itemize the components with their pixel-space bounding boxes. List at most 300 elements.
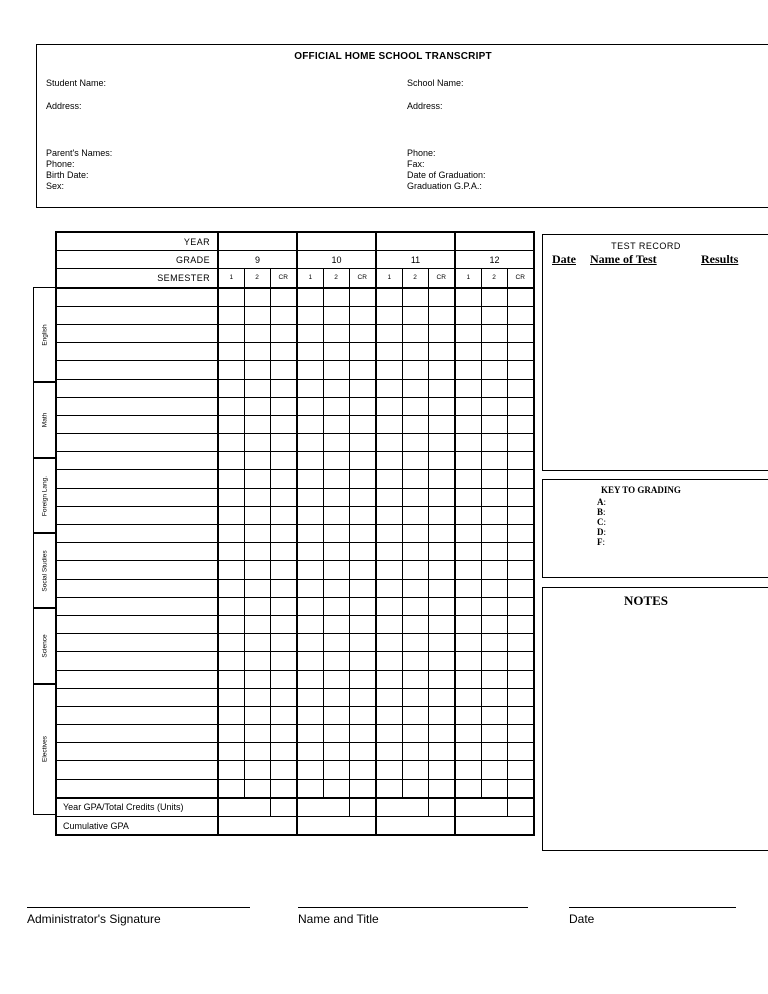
grade-entry-cell[interactable] xyxy=(297,543,323,561)
grade-entry-cell[interactable] xyxy=(270,506,297,524)
grade-entry-cell[interactable] xyxy=(323,543,349,561)
grade-entry-cell[interactable] xyxy=(323,779,349,798)
course-name-cell[interactable] xyxy=(56,306,218,324)
grade-entry-cell[interactable] xyxy=(455,779,481,798)
course-name-cell[interactable] xyxy=(56,415,218,433)
grade-entry-cell[interactable] xyxy=(244,506,270,524)
grade-entry-cell[interactable] xyxy=(428,761,455,779)
course-name-cell[interactable] xyxy=(56,397,218,415)
grade-entry-cell[interactable] xyxy=(455,706,481,724)
grade-entry-cell[interactable] xyxy=(349,688,376,706)
grade-entry-cell[interactable] xyxy=(481,670,507,688)
grade-entry-cell[interactable] xyxy=(297,561,323,579)
cumulative-gpa-cell[interactable] xyxy=(376,817,455,836)
grade-entry-cell[interactable] xyxy=(455,343,481,361)
grade-entry-cell[interactable] xyxy=(244,306,270,324)
grade-entry-cell[interactable] xyxy=(507,324,534,342)
grade-entry-cell[interactable] xyxy=(270,761,297,779)
grade-entry-cell[interactable] xyxy=(376,725,402,743)
grade-entry-cell[interactable] xyxy=(297,725,323,743)
grade-entry-cell[interactable] xyxy=(507,361,534,379)
grade-entry-cell[interactable] xyxy=(376,397,402,415)
year-gpa-cell[interactable] xyxy=(218,798,270,817)
grade-entry-cell[interactable] xyxy=(481,761,507,779)
grade-entry-cell[interactable] xyxy=(270,543,297,561)
grade-entry-cell[interactable] xyxy=(297,288,323,307)
grade-entry-cell[interactable] xyxy=(218,634,244,652)
grade-entry-cell[interactable] xyxy=(270,452,297,470)
grade-entry-cell[interactable] xyxy=(428,615,455,633)
grade-entry-cell[interactable] xyxy=(428,779,455,798)
grade-entry-cell[interactable] xyxy=(402,634,428,652)
grade-entry-cell[interactable] xyxy=(455,743,481,761)
grade-entry-cell[interactable] xyxy=(481,379,507,397)
grade-entry-cell[interactable] xyxy=(402,743,428,761)
grade-entry-cell[interactable] xyxy=(428,543,455,561)
grade-entry-cell[interactable] xyxy=(507,725,534,743)
grade-entry-cell[interactable] xyxy=(218,670,244,688)
grade-entry-cell[interactable] xyxy=(402,525,428,543)
grade-entry-cell[interactable] xyxy=(218,434,244,452)
grade-entry-cell[interactable] xyxy=(428,579,455,597)
grade-entry-cell[interactable] xyxy=(507,415,534,433)
grade-entry-cell[interactable] xyxy=(244,397,270,415)
grade-entry-cell[interactable] xyxy=(323,470,349,488)
grade-entry-cell[interactable] xyxy=(428,343,455,361)
grade-entry-cell[interactable] xyxy=(455,506,481,524)
grade-entry-cell[interactable] xyxy=(402,706,428,724)
grade-entry-cell[interactable] xyxy=(376,779,402,798)
grade-entry-cell[interactable] xyxy=(323,634,349,652)
grade-entry-cell[interactable] xyxy=(376,379,402,397)
grade-entry-cell[interactable] xyxy=(349,525,376,543)
grade-entry-cell[interactable] xyxy=(323,561,349,579)
grade-entry-cell[interactable] xyxy=(402,470,428,488)
course-name-cell[interactable] xyxy=(56,452,218,470)
grade-entry-cell[interactable] xyxy=(402,579,428,597)
grade-entry-cell[interactable] xyxy=(428,306,455,324)
grade-entry-cell[interactable] xyxy=(349,306,376,324)
grade-entry-cell[interactable] xyxy=(376,543,402,561)
grade-entry-cell[interactable] xyxy=(270,379,297,397)
year-input-cell[interactable] xyxy=(376,232,455,251)
grade-entry-cell[interactable] xyxy=(244,761,270,779)
grade-entry-cell[interactable] xyxy=(297,506,323,524)
grade-entry-cell[interactable] xyxy=(481,688,507,706)
grade-entry-cell[interactable] xyxy=(481,434,507,452)
year-credits-cell[interactable] xyxy=(349,798,376,817)
cumulative-gpa-cell[interactable] xyxy=(218,817,297,836)
grade-entry-cell[interactable] xyxy=(270,579,297,597)
grade-entry-cell[interactable] xyxy=(376,561,402,579)
grade-entry-cell[interactable] xyxy=(376,324,402,342)
grade-entry-cell[interactable] xyxy=(349,670,376,688)
grade-entry-cell[interactable] xyxy=(244,525,270,543)
year-gpa-cell[interactable] xyxy=(297,798,349,817)
cumulative-gpa-cell[interactable] xyxy=(297,817,376,836)
grade-entry-cell[interactable] xyxy=(507,779,534,798)
grade-entry-cell[interactable] xyxy=(218,543,244,561)
grade-entry-cell[interactable] xyxy=(270,561,297,579)
grade-entry-cell[interactable] xyxy=(376,597,402,615)
grade-entry-cell[interactable] xyxy=(323,706,349,724)
grade-entry-cell[interactable] xyxy=(323,361,349,379)
grade-entry-cell[interactable] xyxy=(428,652,455,670)
grade-entry-cell[interactable] xyxy=(270,634,297,652)
grade-entry-cell[interactable] xyxy=(402,688,428,706)
grade-entry-cell[interactable] xyxy=(270,779,297,798)
grade-entry-cell[interactable] xyxy=(218,615,244,633)
grade-entry-cell[interactable] xyxy=(270,343,297,361)
grade-entry-cell[interactable] xyxy=(323,288,349,307)
grade-entry-cell[interactable] xyxy=(455,634,481,652)
grade-entry-cell[interactable] xyxy=(244,361,270,379)
course-name-cell[interactable] xyxy=(56,470,218,488)
course-name-cell[interactable] xyxy=(56,434,218,452)
grade-entry-cell[interactable] xyxy=(297,434,323,452)
grade-entry-cell[interactable] xyxy=(376,743,402,761)
grade-entry-cell[interactable] xyxy=(244,561,270,579)
grade-entry-cell[interactable] xyxy=(402,779,428,798)
grade-entry-cell[interactable] xyxy=(244,670,270,688)
year-gpa-cell[interactable] xyxy=(376,798,428,817)
grade-entry-cell[interactable] xyxy=(428,488,455,506)
grade-entry-cell[interactable] xyxy=(323,324,349,342)
course-name-cell[interactable] xyxy=(56,761,218,779)
grade-entry-cell[interactable] xyxy=(455,525,481,543)
grade-entry-cell[interactable] xyxy=(402,288,428,307)
grade-entry-cell[interactable] xyxy=(323,415,349,433)
grade-entry-cell[interactable] xyxy=(376,652,402,670)
grade-entry-cell[interactable] xyxy=(270,306,297,324)
course-name-cell[interactable] xyxy=(56,779,218,798)
grade-entry-cell[interactable] xyxy=(376,506,402,524)
year-credits-cell[interactable] xyxy=(507,798,534,817)
grade-entry-cell[interactable] xyxy=(481,634,507,652)
course-name-cell[interactable] xyxy=(56,543,218,561)
grade-entry-cell[interactable] xyxy=(376,415,402,433)
grade-entry-cell[interactable] xyxy=(270,488,297,506)
grade-entry-cell[interactable] xyxy=(323,434,349,452)
grade-entry-cell[interactable] xyxy=(297,470,323,488)
grade-entry-cell[interactable] xyxy=(428,506,455,524)
grade-entry-cell[interactable] xyxy=(297,343,323,361)
grade-entry-cell[interactable] xyxy=(218,324,244,342)
grade-entry-cell[interactable] xyxy=(244,470,270,488)
grade-entry-cell[interactable] xyxy=(244,615,270,633)
grade-entry-cell[interactable] xyxy=(297,379,323,397)
course-name-cell[interactable] xyxy=(56,506,218,524)
grade-entry-cell[interactable] xyxy=(376,525,402,543)
course-name-cell[interactable] xyxy=(56,615,218,633)
grade-entry-cell[interactable] xyxy=(297,579,323,597)
grade-entry-cell[interactable] xyxy=(218,379,244,397)
grade-entry-cell[interactable] xyxy=(428,688,455,706)
course-name-cell[interactable] xyxy=(56,688,218,706)
course-name-cell[interactable] xyxy=(56,361,218,379)
grade-entry-cell[interactable] xyxy=(376,361,402,379)
grade-entry-cell[interactable] xyxy=(428,725,455,743)
grade-entry-cell[interactable] xyxy=(455,597,481,615)
grade-entry-cell[interactable] xyxy=(376,615,402,633)
grade-entry-cell[interactable] xyxy=(244,743,270,761)
grade-entry-cell[interactable] xyxy=(376,761,402,779)
grade-entry-cell[interactable] xyxy=(218,288,244,307)
grade-entry-cell[interactable] xyxy=(297,324,323,342)
grade-entry-cell[interactable] xyxy=(455,397,481,415)
grade-entry-cell[interactable] xyxy=(297,761,323,779)
grade-entry-cell[interactable] xyxy=(481,597,507,615)
grade-entry-cell[interactable] xyxy=(428,743,455,761)
grade-entry-cell[interactable] xyxy=(507,543,534,561)
grade-entry-cell[interactable] xyxy=(270,288,297,307)
grade-entry-cell[interactable] xyxy=(349,561,376,579)
grade-entry-cell[interactable] xyxy=(297,415,323,433)
grade-entry-cell[interactable] xyxy=(455,543,481,561)
grade-entry-cell[interactable] xyxy=(244,343,270,361)
grade-entry-cell[interactable] xyxy=(481,652,507,670)
grade-entry-cell[interactable] xyxy=(270,361,297,379)
grade-entry-cell[interactable] xyxy=(297,597,323,615)
grade-entry-cell[interactable] xyxy=(507,434,534,452)
grade-entry-cell[interactable] xyxy=(376,306,402,324)
grade-entry-cell[interactable] xyxy=(323,597,349,615)
grade-entry-cell[interactable] xyxy=(376,706,402,724)
grade-entry-cell[interactable] xyxy=(218,688,244,706)
grade-entry-cell[interactable] xyxy=(481,525,507,543)
grade-entry-cell[interactable] xyxy=(349,397,376,415)
grade-entry-cell[interactable] xyxy=(402,397,428,415)
grade-entry-cell[interactable] xyxy=(349,597,376,615)
course-name-cell[interactable] xyxy=(56,743,218,761)
course-name-cell[interactable] xyxy=(56,706,218,724)
grade-entry-cell[interactable] xyxy=(507,397,534,415)
grade-entry-cell[interactable] xyxy=(297,634,323,652)
grade-entry-cell[interactable] xyxy=(402,597,428,615)
grade-entry-cell[interactable] xyxy=(297,397,323,415)
grade-entry-cell[interactable] xyxy=(402,452,428,470)
grade-entry-cell[interactable] xyxy=(349,324,376,342)
grade-entry-cell[interactable] xyxy=(507,579,534,597)
grade-entry-cell[interactable] xyxy=(244,288,270,307)
grade-entry-cell[interactable] xyxy=(218,525,244,543)
grade-entry-cell[interactable] xyxy=(402,434,428,452)
grade-entry-cell[interactable] xyxy=(270,470,297,488)
grade-entry-cell[interactable] xyxy=(428,288,455,307)
grade-entry-cell[interactable] xyxy=(481,397,507,415)
grade-entry-cell[interactable] xyxy=(455,688,481,706)
grade-entry-cell[interactable] xyxy=(376,470,402,488)
grade-entry-cell[interactable] xyxy=(270,652,297,670)
grade-entry-cell[interactable] xyxy=(402,761,428,779)
year-gpa-cell[interactable] xyxy=(455,798,507,817)
grade-entry-cell[interactable] xyxy=(402,306,428,324)
grade-entry-cell[interactable] xyxy=(297,652,323,670)
grade-entry-cell[interactable] xyxy=(297,306,323,324)
grade-entry-cell[interactable] xyxy=(244,543,270,561)
grade-entry-cell[interactable] xyxy=(507,525,534,543)
grade-entry-cell[interactable] xyxy=(402,506,428,524)
grade-entry-cell[interactable] xyxy=(455,415,481,433)
grade-entry-cell[interactable] xyxy=(218,361,244,379)
grade-entry-cell[interactable] xyxy=(376,288,402,307)
grade-entry-cell[interactable] xyxy=(244,415,270,433)
grade-entry-cell[interactable] xyxy=(349,543,376,561)
grade-entry-cell[interactable] xyxy=(270,597,297,615)
grade-entry-cell[interactable] xyxy=(455,725,481,743)
course-name-cell[interactable] xyxy=(56,725,218,743)
grade-entry-cell[interactable] xyxy=(244,652,270,670)
grade-entry-cell[interactable] xyxy=(297,525,323,543)
grade-entry-cell[interactable] xyxy=(349,488,376,506)
grade-entry-cell[interactable] xyxy=(218,470,244,488)
grade-entry-cell[interactable] xyxy=(349,761,376,779)
grade-entry-cell[interactable] xyxy=(428,397,455,415)
grade-entry-cell[interactable] xyxy=(507,706,534,724)
grade-entry-cell[interactable] xyxy=(481,488,507,506)
grade-entry-cell[interactable] xyxy=(270,525,297,543)
grade-entry-cell[interactable] xyxy=(428,452,455,470)
grade-entry-cell[interactable] xyxy=(481,415,507,433)
grade-entry-cell[interactable] xyxy=(402,561,428,579)
grade-entry-cell[interactable] xyxy=(323,615,349,633)
grade-entry-cell[interactable] xyxy=(507,615,534,633)
grade-entry-cell[interactable] xyxy=(244,779,270,798)
grade-entry-cell[interactable] xyxy=(218,306,244,324)
grade-entry-cell[interactable] xyxy=(218,506,244,524)
grade-entry-cell[interactable] xyxy=(270,706,297,724)
grade-entry-cell[interactable] xyxy=(349,506,376,524)
grade-entry-cell[interactable] xyxy=(428,670,455,688)
grade-entry-cell[interactable] xyxy=(323,397,349,415)
grade-entry-cell[interactable] xyxy=(218,343,244,361)
year-credits-cell[interactable] xyxy=(428,798,455,817)
grade-entry-cell[interactable] xyxy=(349,779,376,798)
grade-entry-cell[interactable] xyxy=(323,379,349,397)
grade-entry-cell[interactable] xyxy=(218,452,244,470)
grade-entry-cell[interactable] xyxy=(349,452,376,470)
grade-entry-cell[interactable] xyxy=(481,743,507,761)
grade-entry-cell[interactable] xyxy=(455,470,481,488)
grade-entry-cell[interactable] xyxy=(218,779,244,798)
grade-entry-cell[interactable] xyxy=(270,434,297,452)
grade-entry-cell[interactable] xyxy=(323,743,349,761)
grade-entry-cell[interactable] xyxy=(507,488,534,506)
grade-entry-cell[interactable] xyxy=(455,670,481,688)
course-name-cell[interactable] xyxy=(56,634,218,652)
grade-entry-cell[interactable] xyxy=(402,361,428,379)
course-name-cell[interactable] xyxy=(56,343,218,361)
grade-entry-cell[interactable] xyxy=(244,452,270,470)
grade-entry-cell[interactable] xyxy=(297,615,323,633)
grade-entry-cell[interactable] xyxy=(349,415,376,433)
grade-entry-cell[interactable] xyxy=(270,688,297,706)
course-name-cell[interactable] xyxy=(56,579,218,597)
grade-entry-cell[interactable] xyxy=(218,652,244,670)
grade-entry-cell[interactable] xyxy=(402,543,428,561)
grade-entry-cell[interactable] xyxy=(507,652,534,670)
grade-entry-cell[interactable] xyxy=(481,288,507,307)
grade-entry-cell[interactable] xyxy=(297,452,323,470)
grade-entry-cell[interactable] xyxy=(455,379,481,397)
grade-entry-cell[interactable] xyxy=(481,306,507,324)
course-name-cell[interactable] xyxy=(56,597,218,615)
grade-entry-cell[interactable] xyxy=(402,725,428,743)
grade-entry-cell[interactable] xyxy=(507,470,534,488)
year-input-cell[interactable] xyxy=(218,232,297,251)
grade-entry-cell[interactable] xyxy=(297,361,323,379)
grade-entry-cell[interactable] xyxy=(270,615,297,633)
grade-entry-cell[interactable] xyxy=(507,634,534,652)
grade-entry-cell[interactable] xyxy=(297,743,323,761)
grade-entry-cell[interactable] xyxy=(218,743,244,761)
year-credits-cell[interactable] xyxy=(270,798,297,817)
grade-entry-cell[interactable] xyxy=(507,343,534,361)
grade-entry-cell[interactable] xyxy=(218,725,244,743)
grade-entry-cell[interactable] xyxy=(376,452,402,470)
grade-entry-cell[interactable] xyxy=(428,324,455,342)
grade-entry-cell[interactable] xyxy=(244,634,270,652)
grade-entry-cell[interactable] xyxy=(244,725,270,743)
grade-entry-cell[interactable] xyxy=(455,434,481,452)
grade-entry-cell[interactable] xyxy=(428,470,455,488)
grade-entry-cell[interactable] xyxy=(297,779,323,798)
grade-entry-cell[interactable] xyxy=(218,706,244,724)
grade-entry-cell[interactable] xyxy=(349,343,376,361)
grade-entry-cell[interactable] xyxy=(455,306,481,324)
grade-entry-cell[interactable] xyxy=(455,615,481,633)
grade-entry-cell[interactable] xyxy=(270,725,297,743)
grade-entry-cell[interactable] xyxy=(507,452,534,470)
grade-entry-cell[interactable] xyxy=(323,579,349,597)
grade-entry-cell[interactable] xyxy=(323,688,349,706)
grade-entry-cell[interactable] xyxy=(507,688,534,706)
grade-entry-cell[interactable] xyxy=(270,397,297,415)
grade-entry-cell[interactable] xyxy=(218,397,244,415)
year-input-cell[interactable] xyxy=(297,232,376,251)
grade-entry-cell[interactable] xyxy=(428,634,455,652)
grade-entry-cell[interactable] xyxy=(323,343,349,361)
grade-entry-cell[interactable] xyxy=(244,597,270,615)
grade-entry-cell[interactable] xyxy=(507,670,534,688)
grade-entry-cell[interactable] xyxy=(481,452,507,470)
grade-entry-cell[interactable] xyxy=(244,706,270,724)
grade-entry-cell[interactable] xyxy=(218,579,244,597)
grade-entry-cell[interactable] xyxy=(428,434,455,452)
grade-entry-cell[interactable] xyxy=(428,361,455,379)
grade-entry-cell[interactable] xyxy=(323,670,349,688)
grade-entry-cell[interactable] xyxy=(244,488,270,506)
grade-entry-cell[interactable] xyxy=(507,597,534,615)
course-name-cell[interactable] xyxy=(56,488,218,506)
grade-entry-cell[interactable] xyxy=(349,379,376,397)
grade-entry-cell[interactable] xyxy=(455,488,481,506)
grade-entry-cell[interactable] xyxy=(507,306,534,324)
grade-entry-cell[interactable] xyxy=(455,561,481,579)
grade-entry-cell[interactable] xyxy=(402,324,428,342)
grade-entry-cell[interactable] xyxy=(218,761,244,779)
grade-entry-cell[interactable] xyxy=(481,343,507,361)
grade-entry-cell[interactable] xyxy=(244,324,270,342)
grade-entry-cell[interactable] xyxy=(323,652,349,670)
grade-entry-cell[interactable] xyxy=(402,343,428,361)
grade-entry-cell[interactable] xyxy=(297,688,323,706)
grade-entry-cell[interactable] xyxy=(323,525,349,543)
grade-entry-cell[interactable] xyxy=(270,743,297,761)
course-name-cell[interactable] xyxy=(56,525,218,543)
course-name-cell[interactable] xyxy=(56,670,218,688)
grade-entry-cell[interactable] xyxy=(428,561,455,579)
